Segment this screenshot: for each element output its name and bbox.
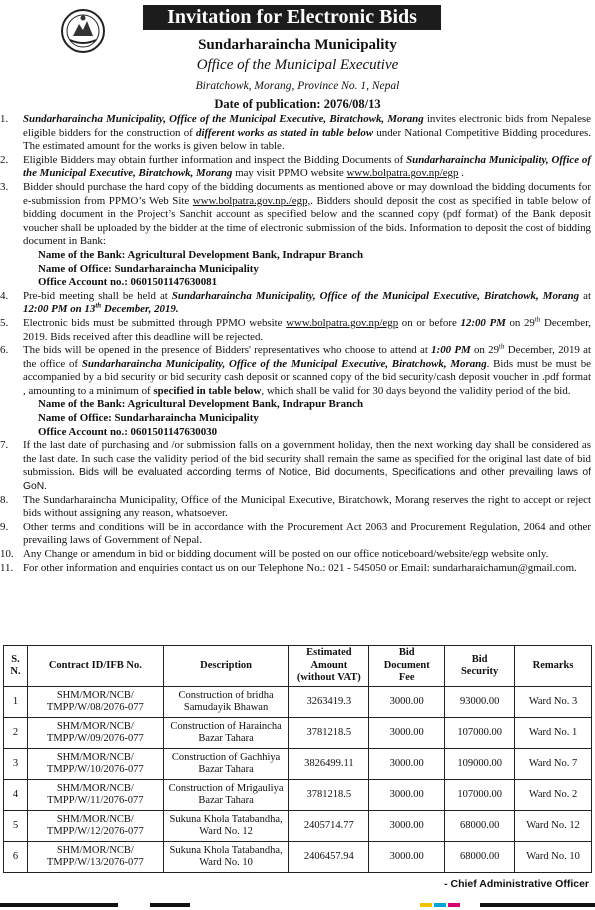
- cell-amount: 2405714.77: [289, 811, 369, 842]
- table-row: [4, 811, 592, 842]
- print-color-strip: [0, 902, 595, 908]
- cell-contract-id: SHM/MOR/NCB/ TMPP/W/11/2076-077: [27, 780, 163, 811]
- notice-body: [0, 113, 595, 575]
- cell-amount: 3781218.5: [289, 718, 369, 749]
- bank-name: Name of the Bank: Agricultural Development Bank, Indrapur Branch: [38, 398, 364, 411]
- office-name-line: Name of Office: Sundarharaincha Municipality: [38, 262, 259, 275]
- office-name-line: Name of Office: Sundarharaincha Municipality: [38, 412, 259, 425]
- strip-block: [0, 903, 118, 907]
- cell-description: Construction of Gachhiya Bazar Tahara: [163, 749, 289, 780]
- strip-block: [420, 903, 432, 907]
- header-estimated-amount: Estimated Amount (without VAT): [289, 646, 369, 687]
- strip-block: [434, 903, 446, 907]
- header-sn: S. N.: [4, 646, 28, 687]
- bid-works-table: [3, 645, 592, 873]
- clause-8: 8. The Sundarharaincha Municipality, Office of the Municipal Executive, Biratchowk, Morang reserves the right to accept or reject bids without assigning any reason, whatsoever.: [0, 493, 591, 520]
- bank-name: Name of the Bank: Agricultural Development Bank, Indrapur Branch: [38, 248, 364, 261]
- clause-10: 10. Any Change or amendum in bid or bidding document will be posted on our office noticeboard/website/egp website only.: [0, 548, 549, 560]
- clause-number: 8.: [0, 493, 9, 506]
- cell-sn: 3: [4, 749, 28, 780]
- cell-sn: 5: [4, 811, 28, 842]
- cell-fee: 3000.00: [369, 749, 445, 780]
- cell-contract-id: SHM/MOR/NCB/ TMPP/W/09/2076-077: [27, 718, 163, 749]
- office-address: Biratchowk, Morang, Province No. 1, Nepal: [195, 80, 400, 92]
- cell-fee: 3000.00: [369, 842, 445, 873]
- clause-number: 1.: [0, 113, 9, 125]
- ppmo-website-link[interactable]: www.bolpatra.gov.np/egp: [286, 316, 399, 329]
- clause-number: 9.: [0, 520, 9, 533]
- cell-remarks: Ward No. 10: [515, 842, 592, 873]
- clause-number: 7.: [0, 439, 9, 452]
- strip-block: [150, 903, 190, 907]
- clause-1: 1. Sundarharaincha Municipality, Office of the Municipal Executive, Biratchowk, Morang invites electronic bids from Nepalese eligible bidders for the construction of different works as stated in table below under National Competitive Bidding procedures. The estimated amount for the works is given below in table.: [0, 113, 591, 153]
- bank-details-bid-security: [0, 398, 595, 439]
- cell-amount: 3781218.5: [289, 780, 369, 811]
- account-number: Office Account no.: 0601501147630081: [38, 276, 218, 289]
- office-name: Office of the Municipal Executive: [196, 57, 399, 73]
- strip-block: [448, 903, 460, 907]
- cell-sn: 2: [4, 718, 28, 749]
- table-row: [4, 687, 592, 718]
- clause-number: 6.: [0, 344, 9, 357]
- clause-number: 4.: [0, 289, 9, 302]
- table-row: [4, 780, 592, 811]
- clause-9: 9. Other terms and conditions will be in accordance with the Procurement Act 2063 and Procurement Regulation, 2064 and other prevailing laws of Government of Nepal.: [0, 520, 591, 547]
- clause-11: 11. For other information and enquiries contact us on our Telephone No.: 021 - 545050 or Email: sundarharaichamun@gmail.com.: [0, 561, 577, 574]
- clause-number: 3.: [0, 180, 9, 193]
- cell-fee: 3000.00: [369, 718, 445, 749]
- cell-description: Construction of Haraincha Bazar Tahara: [163, 718, 289, 749]
- table-header-row: [4, 646, 592, 687]
- bank-details-document-fee: [0, 249, 595, 290]
- cell-sn: 1: [4, 687, 28, 718]
- header-description: Description: [163, 646, 289, 687]
- cell-fee: 3000.00: [369, 780, 445, 811]
- clause-3: 3. Bidder should purchase the hard copy of the bidding documents as mentioned above or may download the bidding documents for e-submission from PPMO’s Web Site www.bolpatra.gov.np./egp,. Bidders should deposit the cost as specified in table below of bidding document in the Project’s Sanchit account as specified below and the scanned copy (pdf format) of the Bank deposit voucher shall be uploaded by the bidder at the time of electronic submission of the bids. Information to deposit the cost of bidding document in Bank:: [0, 180, 591, 248]
- cell-sn: 4: [4, 780, 28, 811]
- clause-6: 6. The bids will be opened in the presence of Bidders' representatives who choose to attend at 1:00 PM on 29th December, 2019 at the office of Sundarharaincha Municipality, Office of the Municipal Executive, Biratchowk, Morang. Bids must be must be accompanied by a bid security or bid security cash deposit or scanned copy of the bid security/cash deposit voucher in .pdf format , amounting to a minimum of specified in table below, which shall be valid for 30 days beyond the validity period of the bid.: [0, 342, 591, 397]
- cell-contract-id: SHM/MOR/NCB/ TMPP/W/12/2076-077: [27, 811, 163, 842]
- cell-contract-id: SHM/MOR/NCB/ TMPP/W/10/2076-077: [27, 749, 163, 780]
- cell-security: 68000.00: [445, 842, 515, 873]
- ppmo-website-link[interactable]: www.bolpatra.gov.np./egp,: [192, 194, 311, 207]
- strip-block: [480, 903, 595, 907]
- table-row: [4, 749, 592, 780]
- ppmo-website-link[interactable]: www.bolpatra.gov.np/egp: [346, 167, 459, 180]
- header-contract-id: Contract ID/IFB No.: [27, 646, 163, 687]
- clause-number: 10.: [0, 548, 14, 560]
- cell-remarks: Ward No. 3: [515, 687, 592, 718]
- cell-fee: 3000.00: [369, 687, 445, 718]
- clause-5: 5. Electronic bids must be submitted through PPMO website www.bolpatra.gov.np/egp on or before 12:00 PM on 29th December, 2019. Bids received after this deadline will be rejected.: [0, 315, 591, 343]
- header-bid-document-fee: Bid Document Fee: [369, 646, 445, 687]
- cell-contract-id: SHM/MOR/NCB/ TMPP/W/13/2076-077: [27, 842, 163, 873]
- cell-amount: 3826499.11: [289, 749, 369, 780]
- cell-remarks: Ward No. 12: [515, 811, 592, 842]
- cell-security: 107000.00: [445, 780, 515, 811]
- cell-security: 93000.00: [445, 687, 515, 718]
- table-row: [4, 842, 592, 873]
- table-row: [4, 718, 592, 749]
- cell-amount: 3263419.3: [289, 687, 369, 718]
- clause-2: 2. Eligible Bidders may obtain further information and inspect the Bidding Documents of Sundarharaincha Municipality, Office of the Municipal Executive, Biratchowk, Morang may visit PPMO website www.bolpatra.gov.np/egp .: [0, 153, 592, 180]
- cell-amount: 2406457.94: [289, 842, 369, 873]
- clause-number: 11.: [0, 561, 14, 574]
- header-bid-security: Bid Security: [445, 646, 515, 687]
- cell-security: 107000.00: [445, 718, 515, 749]
- signature-line: - Chief Administrative Officer: [444, 878, 589, 890]
- publication-date: Date of publication: 2076/08/13: [214, 97, 381, 111]
- cell-remarks: Ward No. 7: [515, 749, 592, 780]
- header-remarks: Remarks: [515, 646, 592, 687]
- cell-description: Sukuna Khola Tatabandha, Ward No. 10: [163, 842, 289, 873]
- cell-sn: 6: [4, 842, 28, 873]
- account-number: Office Account no.: 0601501147630030: [38, 425, 218, 438]
- clause-number: 5.: [0, 316, 9, 329]
- cell-security: 68000.00: [445, 811, 515, 842]
- cell-description: Construction of Mrigauliya Bazar Tahara: [163, 780, 289, 811]
- cell-remarks: Ward No. 2: [515, 780, 592, 811]
- cell-description: Construction of bridha Samudayik Bhawan: [163, 687, 289, 718]
- cell-description: Sukuna Khola Tatabandha, Ward No. 12: [163, 811, 289, 842]
- organization-name: Sundarharaincha Municipality: [198, 37, 397, 53]
- clause-7: 7. If the last date of purchasing and /or submission falls on a government holiday, then the next working day shall be considered as the last date. In such case the validity period of the bid security shall remain the same as specified for the original last date of bid submission. Bids will be evaluated according terms of Notice, Bid documents, Specifications and other prevailing laws of GoN.: [0, 439, 591, 493]
- clause-4: 4. Pre-bid meeting shall be held at Sundarharaincha Municipality, Office of the Municipal Executive, Biratchowk, Morang at 12:00 PM on 13th December, 2019.: [0, 289, 591, 316]
- clause-number: 2.: [0, 153, 9, 166]
- notice-title: Invitation for Electronic Bids: [143, 5, 441, 30]
- cell-fee: 3000.00: [369, 811, 445, 842]
- cell-remarks: Ward No. 1: [515, 718, 592, 749]
- cell-contract-id: SHM/MOR/NCB/ TMPP/W/08/2076-077: [27, 687, 163, 718]
- cell-security: 109000.00: [445, 749, 515, 780]
